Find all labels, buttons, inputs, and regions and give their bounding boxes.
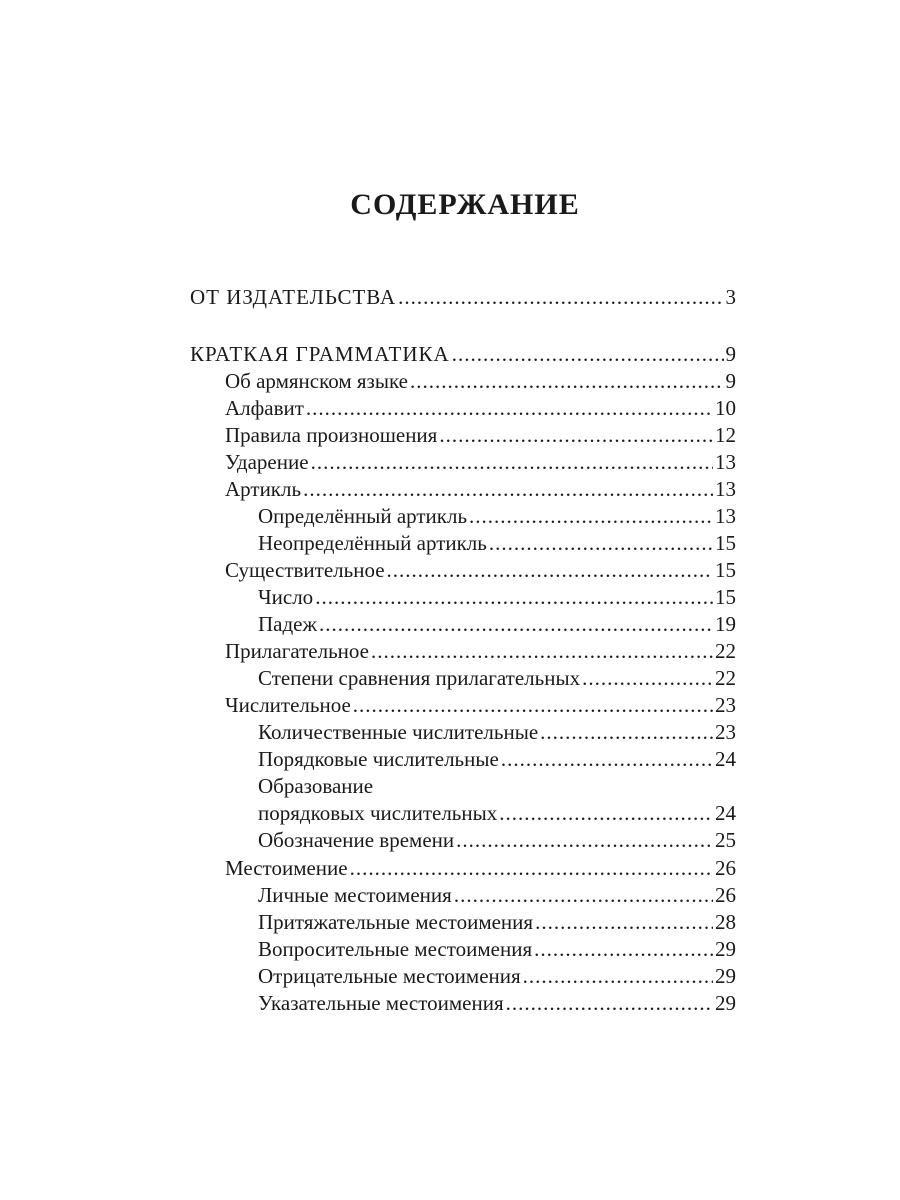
leader-dots (315, 584, 713, 610)
toc-entry (258, 990, 736, 1016)
leader-dots (350, 855, 713, 881)
leader-dots (540, 719, 713, 745)
toc-entry (225, 395, 736, 421)
toc-entry-grammar (190, 341, 736, 367)
toc-entry-page: 13 (715, 450, 736, 474)
toc-entry-label: Падеж (258, 612, 318, 636)
leader-dots (535, 909, 713, 935)
leader-dots (311, 449, 713, 475)
toc-entry-label: Числительное (225, 693, 351, 717)
toc-entry (258, 827, 736, 853)
leader-dots (523, 963, 713, 989)
toc-entry (258, 584, 736, 610)
toc-entry-page: 9 (725, 342, 736, 366)
toc-entry-page: 22 (715, 666, 736, 690)
toc-entry (258, 719, 736, 745)
toc-entry-page: 19 (715, 612, 736, 636)
toc-entry (225, 557, 736, 583)
leader-dots (452, 341, 724, 367)
toc-entry-page: 23 (715, 693, 736, 717)
toc-entry-page: 26 (715, 856, 736, 880)
toc-entry (258, 882, 736, 908)
toc-entry-label: Порядковые числительные (258, 747, 499, 771)
toc-entry-page: 29 (715, 937, 736, 961)
leader-dots (439, 422, 713, 448)
toc-entry-label: Алфавит (225, 396, 304, 420)
leader-dots (353, 692, 713, 718)
toc-entry-page: 23 (715, 720, 736, 744)
leader-dots (387, 557, 713, 583)
toc-entry-page: 10 (715, 396, 736, 420)
leader-dots (506, 990, 713, 1016)
leader-dots (534, 936, 713, 962)
toc-entry-page: 25 (715, 828, 736, 852)
toc-entry-page: 12 (715, 423, 736, 447)
toc-entry-label: Определённый артикль (258, 504, 468, 528)
toc-entry-label: Обозначение времени (258, 828, 455, 852)
toc-entry-label: Ударение (225, 450, 309, 474)
toc-entry (258, 530, 736, 556)
toc-entry-page: 28 (715, 910, 736, 934)
toc-entry (225, 638, 736, 664)
toc-entry-label: Существительное (225, 558, 385, 582)
leader-dots (582, 665, 713, 691)
toc-entry-page: 9 (725, 369, 736, 393)
toc-entry-page: 24 (715, 801, 736, 825)
page-title: СОДЕРЖАНИЕ (350, 188, 580, 221)
toc-entry-label: Степени сравнения прилагательных (258, 666, 581, 690)
toc-entry (225, 422, 736, 448)
toc-entry (225, 855, 736, 881)
toc-entry (258, 611, 736, 637)
toc-entry (258, 503, 736, 529)
toc-entry-label: Отрицательные местоимения (258, 964, 521, 988)
toc-entry-label: Артикль (225, 477, 302, 501)
leader-dots (319, 611, 713, 637)
toc-entry-label: Неопределённый артикль (258, 531, 487, 555)
toc-entry-page: 15 (715, 585, 736, 609)
toc-entry-label: Образование (258, 774, 374, 798)
leader-dots (456, 827, 713, 853)
toc-entry (258, 800, 736, 826)
leader-dots (410, 368, 724, 394)
toc-entry (225, 449, 736, 475)
leader-dots (501, 746, 713, 772)
toc-entry (225, 368, 736, 394)
toc-entry-page: 3 (725, 285, 736, 309)
toc-entry-label: Притяжательные местоимения (258, 910, 534, 934)
toc-entry (225, 692, 736, 718)
toc-entry-page: 24 (715, 747, 736, 771)
leader-dots (303, 476, 713, 502)
toc-entry-label: КРАТКАЯ ГРАММАТИКА (190, 342, 450, 366)
toc-entry-label: Количественные числительные (258, 720, 539, 744)
toc-entry-page: 13 (715, 504, 736, 528)
leader-dots (499, 800, 713, 826)
toc-entry (258, 746, 736, 772)
leader-dots (306, 395, 713, 421)
toc-entry-label: Указательные местоимения (258, 991, 504, 1015)
toc-entry-label: Личные местоимения (258, 883, 452, 907)
toc-entry-label-continuation: порядковых числительных (258, 801, 498, 825)
toc-entry-label: Местоимение (225, 856, 348, 880)
toc-entry (258, 963, 736, 989)
toc-entry-label: Об армянском языке (225, 369, 408, 393)
toc-entry-publisher (190, 284, 736, 310)
toc-entry-page: 26 (715, 883, 736, 907)
leader-dots (371, 638, 713, 664)
toc-entry-page: 29 (715, 991, 736, 1015)
toc-entry (258, 665, 736, 691)
toc-entry-label: Число (258, 585, 314, 609)
toc-entry-page: 22 (715, 639, 736, 663)
leader-dots (489, 530, 713, 556)
toc-entry-page: 15 (715, 531, 736, 555)
toc-entry-page: 29 (715, 964, 736, 988)
leader-dots (469, 503, 713, 529)
toc-entry-page: 15 (715, 558, 736, 582)
toc-entry-label: Прилагательное (225, 639, 369, 663)
toc-entry-label: Вопросительные местоимения (258, 937, 533, 961)
leader-dots (398, 284, 723, 310)
toc-entry-label: Правила произношения (225, 423, 438, 447)
toc-entry-label: ОТ ИЗДАТЕЛЬСТВА (190, 285, 397, 309)
toc-entry (225, 476, 736, 502)
toc-entry (258, 909, 736, 935)
toc-entry-page: 13 (715, 477, 736, 501)
leader-dots (454, 882, 713, 908)
toc-entry (258, 936, 736, 962)
